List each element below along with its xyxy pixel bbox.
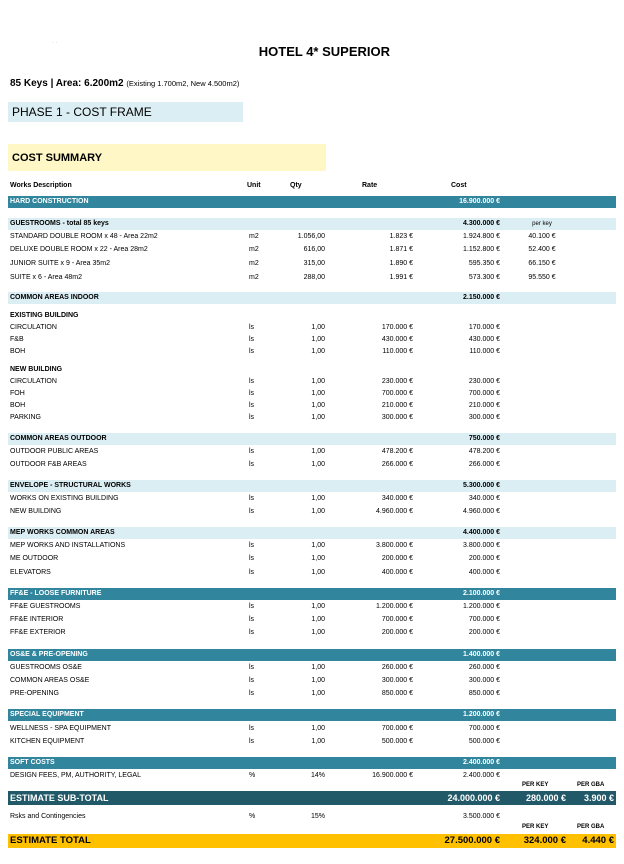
per-key-label: per key [532, 221, 552, 227]
item-qty: 1,00 [311, 616, 325, 623]
item-per-key: 66.150 € [528, 260, 556, 267]
item-rate: 700.000 € [381, 725, 413, 732]
item-unit: % [249, 772, 256, 779]
estimate-total-row [8, 834, 616, 848]
item-qty: 315,00 [303, 260, 325, 267]
item-qty: 1,00 [311, 448, 325, 455]
existing-item [8, 334, 616, 346]
item-qty: 1,00 [311, 677, 325, 684]
estimate-subtotal-row-label: ESTIMATE SUB-TOTAL [10, 793, 109, 803]
item-desc: ME OUTDOOR [10, 555, 59, 562]
common-indoor-row [8, 292, 616, 304]
item-cost: 1.152.800 € [463, 246, 500, 253]
col-cost: Cost [451, 182, 467, 189]
guestrooms-row [8, 218, 616, 230]
item-cost: 340.000 € [468, 495, 500, 502]
ose-row-label: OS&E & PRE-OPENING [10, 651, 88, 658]
item-cost: 300.000 € [468, 677, 500, 684]
special-equipment-row [8, 709, 616, 721]
item-rate: 850.000 € [381, 690, 413, 697]
item-qty: 1,00 [311, 738, 325, 745]
item-cost: 850.000 € [468, 690, 500, 697]
item-qty: 616,00 [303, 246, 325, 253]
item-qty: 1,00 [311, 495, 325, 502]
ose-item [8, 688, 616, 700]
item-cost: 260.000 € [468, 664, 500, 671]
item-unit: ls [249, 677, 255, 684]
item-cost: 478.200 € [468, 448, 500, 455]
envelope-row-label: ENVELOPE - STRUCTURAL WORKS [10, 482, 131, 489]
ffe-row-label: FF&E - LOOSE FURNITURE [10, 590, 102, 597]
item-unit: ls [249, 738, 255, 745]
item-unit: ls [249, 508, 255, 515]
item-desc: BOH [10, 402, 26, 409]
item-cost: 2.400.000 € [463, 772, 500, 779]
mep-row [8, 527, 616, 539]
item-rate: 300.000 € [381, 677, 413, 684]
item-unit: m2 [249, 233, 259, 240]
item-unit: ls [249, 390, 255, 397]
item-qty: 1,00 [311, 336, 325, 343]
ffe-item [8, 627, 616, 639]
item-unit: ls [249, 402, 255, 409]
col-unit: Unit [247, 182, 261, 189]
existing-building-heading [8, 310, 616, 322]
col-desc: Works Description [10, 182, 72, 189]
item-unit: ls [249, 378, 255, 385]
total-per-key-label: PER KEY [522, 824, 549, 830]
mep-row-cost: 4.400.000 € [463, 529, 500, 536]
item-desc: F&B [10, 336, 24, 343]
item-desc: FF&E EXTERIOR [10, 629, 66, 636]
subtotal-per-key-label: PER KEY [522, 782, 549, 788]
soft-item [8, 770, 616, 782]
item-qty: 1,00 [311, 629, 325, 636]
item-rate: 3.800.000 € [376, 542, 413, 549]
item-desc: STANDARD DOUBLE ROOM x 48 - Area 22m2 [10, 233, 158, 240]
item-desc: FF&E GUESTROOMS [10, 603, 81, 610]
new-building-item [8, 400, 616, 412]
ose-item [8, 662, 616, 674]
new-building-heading [8, 364, 616, 376]
item-cost: 4.960.000 € [463, 508, 500, 515]
hard-construction-row-cost: 16.900.000 € [459, 198, 500, 205]
item-rate: 700.000 € [381, 616, 413, 623]
ffe-item [8, 601, 616, 613]
item-desc: WELLNESS - SPA EQUIPMENT [10, 725, 112, 732]
item-rate: 478.200 € [381, 448, 413, 455]
item-rate: 430.000 € [381, 336, 413, 343]
item-desc: PRE-OPENING [10, 690, 60, 697]
item-qty: 1,00 [311, 324, 325, 331]
item-desc: Rsks and Contingencies [10, 813, 86, 820]
soft-costs-row-label: SOFT COSTS [10, 759, 55, 766]
item-desc: DESIGN FEES, PM, AUTHORITY, LEGAL [10, 772, 141, 779]
item-rate: 110.000 € [382, 348, 413, 355]
item-rate: 266.000 € [381, 461, 413, 468]
guestroom-item [8, 258, 616, 270]
item-unit: ls [249, 690, 255, 697]
item-desc: NEW BUILDING [10, 508, 62, 515]
new-building-item [8, 388, 616, 400]
envelope-row [8, 480, 616, 492]
ose-item [8, 675, 616, 687]
item-per-key: 52.400 € [528, 246, 556, 253]
guestroom-item [8, 231, 616, 243]
item-unit: ls [249, 414, 255, 421]
ffe-item [8, 614, 616, 626]
item-desc: CIRCULATION [10, 378, 57, 385]
item-qty: 14% [310, 772, 325, 779]
envelope-row-cost: 5.300.000 € [463, 482, 500, 489]
common-indoor-row-label: COMMON AREAS INDOOR [10, 294, 99, 301]
estimate-subtotal-row [8, 791, 616, 805]
estimate-subtotal-row-cost: 24.000.000 € [447, 793, 500, 803]
item-qty: 1,00 [311, 690, 325, 697]
item-desc: KITCHEN EQUIPMENT [10, 738, 85, 745]
item-rate: 1.991 € [389, 274, 413, 281]
item-desc: ELEVATORS [10, 569, 51, 576]
item-unit: ls [249, 725, 255, 732]
phase-banner: PHASE 1 - COST FRAME [8, 102, 243, 122]
item-qty: 1,00 [311, 461, 325, 468]
item-rate: 300.000 € [381, 414, 413, 421]
item-qty: 1,00 [311, 555, 325, 562]
item-qty: 1,00 [311, 569, 325, 576]
ffe-row-cost: 2.100.000 € [463, 590, 500, 597]
item-desc: COMMON AREAS OS&E [10, 677, 90, 684]
item-rate: 1.871 € [389, 246, 413, 253]
common-indoor-row-cost: 2.150.000 € [463, 294, 500, 301]
item-rate: 500.000 € [381, 738, 413, 745]
special-equipment-row-cost: 1.200.000 € [463, 711, 500, 718]
item-qty: 1,00 [311, 414, 325, 421]
item-unit: ls [249, 542, 255, 549]
item-unit: m2 [249, 260, 259, 267]
common-outdoor-row-label: COMMON AREAS OUTDOOR [10, 435, 107, 442]
item-rate: 1.823 € [389, 233, 413, 240]
item-per-key: 95.550 € [528, 274, 556, 281]
estimate-total-row-cost: 27.500.000 € [444, 835, 500, 846]
special-item [8, 723, 616, 735]
new-building-item [8, 376, 616, 388]
soft-costs-row [8, 757, 616, 769]
outdoor-item [8, 446, 616, 458]
item-cost: 210.000 € [468, 402, 500, 409]
new-building-item [8, 412, 616, 424]
item-unit: ls [249, 616, 255, 623]
item-rate: 340.000 € [381, 495, 413, 502]
item-qty: 1.056,00 [297, 233, 325, 240]
item-cost: 200.000 € [468, 555, 500, 562]
mep-item [8, 540, 616, 552]
item-desc: MEP WORKS AND INSTALLATIONS [10, 542, 126, 549]
item-desc: CIRCULATION [10, 324, 57, 331]
ose-row [8, 649, 616, 661]
item-qty: 288,00 [303, 274, 325, 281]
mep-item [8, 553, 616, 565]
mep-row-label: MEP WORKS COMMON AREAS [10, 529, 115, 536]
ose-row-cost: 1.400.000 € [463, 651, 500, 658]
item-unit: ls [249, 555, 255, 562]
header-mark: · · [52, 40, 58, 46]
estimate-total-row-per-gba: 4.440 € [582, 835, 614, 846]
item-desc: FF&E INTERIOR [10, 616, 64, 623]
item-qty: 1,00 [311, 542, 325, 549]
col-rate: Rate [362, 182, 378, 189]
item-cost: 1.200.000 € [463, 603, 500, 610]
risks-row [8, 811, 616, 823]
item-desc: WORKS ON EXISTING BUILDING [10, 495, 119, 502]
item-cost: 1.924.800 € [463, 233, 500, 240]
item-cost: 700.000 € [468, 725, 500, 732]
item-rate: 700.000 € [381, 390, 413, 397]
item-unit: ls [249, 569, 255, 576]
page-title: HOTEL 4* SUPERIOR [258, 44, 390, 59]
item-rate: 260.000 € [381, 664, 413, 671]
item-qty: 1,00 [311, 664, 325, 671]
item-unit: ls [249, 448, 255, 455]
hard-construction-row-label: HARD CONSTRUCTION [10, 198, 89, 205]
estimate-subtotal-row-per-gba: 3.900 € [583, 793, 614, 803]
item-cost: 595.350 € [468, 260, 500, 267]
item-unit: ls [249, 324, 255, 331]
item-rate: 1.200.000 € [376, 603, 413, 610]
new-building-heading-label: NEW BUILDING [10, 366, 63, 373]
total-per-gba-label: PER GBA [577, 824, 605, 830]
guestroom-item [8, 272, 616, 284]
item-qty: 1,00 [311, 508, 325, 515]
item-cost: 573.300 € [468, 274, 500, 281]
soft-costs-row-cost: 2.400.000 € [463, 759, 500, 766]
item-unit: ls [249, 603, 255, 610]
item-desc: DELUXE DOUBLE ROOM x 22 - Area 28m2 [10, 246, 148, 253]
hard-construction-row [8, 196, 616, 208]
item-cost: 3.800.000 € [463, 542, 500, 549]
estimate-subtotal-row-per-key: 280.000 € [525, 793, 566, 803]
estimate-total-row-per-key: 324.000 € [523, 835, 566, 846]
envelope-item [8, 506, 616, 518]
item-cost: 430.000 € [468, 336, 500, 343]
item-unit: ls [249, 461, 255, 468]
envelope-item [8, 493, 616, 505]
project-subtitle [10, 78, 239, 89]
item-qty: 1,00 [311, 348, 325, 355]
guestroom-item [8, 244, 616, 256]
subtitle-main: 85 Keys | Area: 6.200m2 [10, 78, 124, 89]
mep-item [8, 567, 616, 579]
item-rate: 200.000 € [381, 555, 413, 562]
estimate-total-row-label: ESTIMATE TOTAL [10, 835, 91, 846]
item-cost: 230.000 € [468, 378, 500, 385]
item-cost: 400.000 € [468, 569, 500, 576]
cost-summary-heading: COST SUMMARY [8, 144, 326, 171]
ffe-row [8, 588, 616, 600]
item-desc: OUTDOOR F&B AREAS [10, 461, 87, 468]
item-cost: 300.000 € [468, 414, 500, 421]
item-desc: BOH [10, 348, 26, 355]
special-equipment-row-label: SPECIAL EQUIPMENT [10, 711, 84, 718]
item-qty: 1,00 [311, 603, 325, 610]
item-cost: 170.000 € [468, 324, 500, 331]
item-unit: ls [249, 495, 255, 502]
guestrooms-row-cost: 4.300.000 € [463, 220, 500, 227]
item-unit: m2 [249, 246, 259, 253]
existing-item [8, 322, 616, 334]
column-header-row [8, 180, 616, 192]
item-qty: 1,00 [311, 402, 325, 409]
common-outdoor-row-cost: 750.000 € [468, 435, 500, 442]
item-unit: ls [249, 348, 255, 355]
item-unit: m2 [249, 274, 259, 281]
item-rate: 230.000 € [381, 378, 413, 385]
subtitle-note: (Existing 1.700m2, New 4.500m2) [126, 79, 240, 88]
item-rate: 4.960.000 € [376, 508, 413, 515]
item-rate: 400.000 € [381, 569, 413, 576]
special-item [8, 736, 616, 748]
item-qty: 1,00 [311, 378, 325, 385]
outdoor-item [8, 459, 616, 471]
item-cost: 500.000 € [468, 738, 500, 745]
item-desc: OUTDOOR PUBLIC AREAS [10, 448, 99, 455]
common-outdoor-row [8, 433, 616, 445]
existing-building-heading-label: EXISTING BUILDING [10, 312, 79, 319]
item-rate: 200.000 € [381, 629, 413, 636]
item-cost: 3.500.000 € [463, 813, 500, 820]
col-qty: Qty [290, 182, 302, 189]
item-cost: 110.000 € [469, 348, 500, 355]
item-rate: 170.000 € [381, 324, 413, 331]
item-desc: FOH [10, 390, 25, 397]
item-desc: GUESTROOMS OS&E [10, 664, 82, 671]
item-per-key: 40.100 € [528, 233, 556, 240]
item-desc: JUNIOR SUITE x 9 - Area 35m2 [10, 260, 110, 267]
item-qty: 1,00 [311, 725, 325, 732]
item-unit: % [249, 813, 256, 820]
subtotal-per-gba-label: PER GBA [577, 782, 605, 788]
item-qty: 1,00 [311, 390, 325, 397]
item-unit: ls [249, 664, 255, 671]
item-cost: 266.000 € [468, 461, 500, 468]
item-cost: 700.000 € [468, 616, 500, 623]
item-qty: 15% [310, 813, 325, 820]
item-unit: ls [249, 336, 255, 343]
item-rate: 210.000 € [381, 402, 413, 409]
item-desc: SUITE x 6 - Area 48m2 [10, 274, 82, 281]
guestrooms-row-label: GUESTROOMS - total 85 keys [10, 220, 109, 227]
item-unit: ls [249, 629, 255, 636]
item-rate: 1.890 € [389, 260, 413, 267]
existing-item [8, 346, 616, 358]
item-cost: 200.000 € [468, 629, 500, 636]
item-cost: 700.000 € [468, 390, 500, 397]
item-desc: PARKING [10, 414, 41, 421]
item-rate: 16.900.000 € [372, 772, 413, 779]
